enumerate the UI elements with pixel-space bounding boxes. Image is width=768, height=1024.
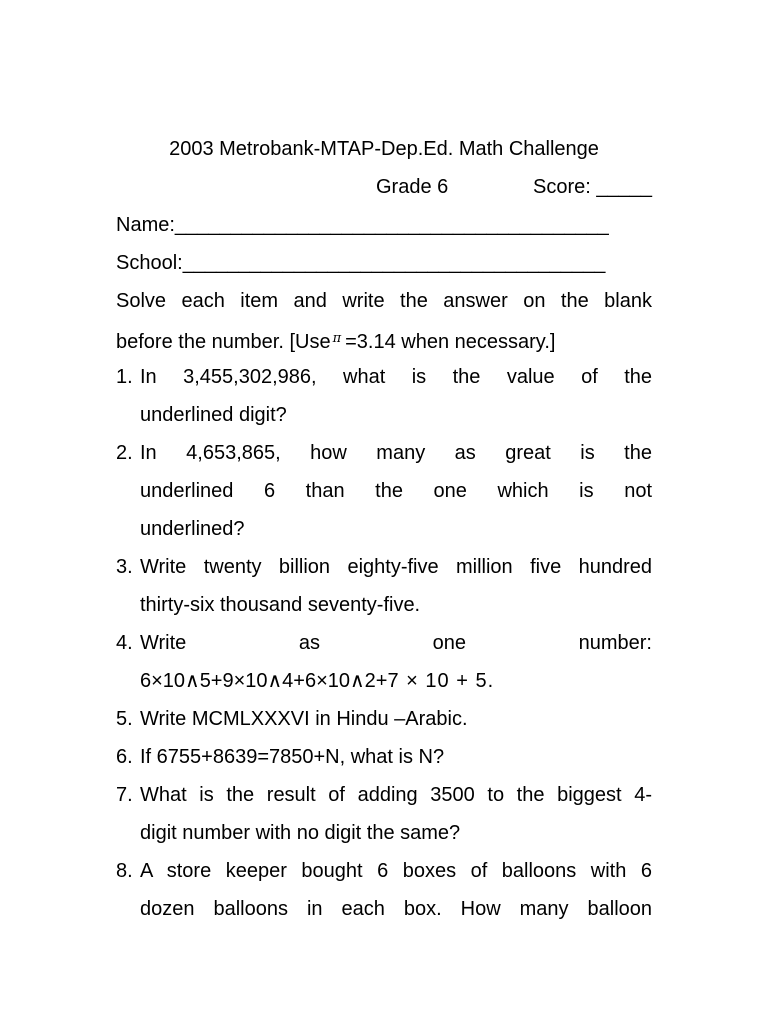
question-line [140, 624, 652, 662]
expression-period: . [487, 670, 494, 692]
score-field: Score: _____ [533, 176, 652, 198]
question-line: underlined? [140, 518, 245, 540]
grade-score-row [116, 168, 652, 206]
question-number: 6. [116, 746, 133, 768]
instructions-text-a: before the number. [Use [116, 331, 331, 353]
question-item-3 [116, 548, 652, 624]
expression-part: 6×10∧5+9×10∧4+6×10∧2+ [140, 670, 388, 692]
question-line [140, 662, 652, 700]
question-number: 8. [116, 860, 133, 882]
grade-label: Grade 6 [376, 176, 449, 198]
question-line: Write twenty billion eighty-five million five hundred [140, 556, 652, 578]
expression-part-light: 7 × 10 + 5 [387, 670, 488, 692]
question-number: 3. [116, 556, 133, 578]
question-item-1 [116, 358, 652, 434]
question-line: digit number with no digit the same? [140, 822, 461, 844]
pi-symbol: π [332, 331, 342, 346]
school-field: School:______________________________________ [116, 252, 606, 274]
question-item-2 [116, 434, 652, 548]
question-item-5 [116, 700, 652, 738]
question-line: Write MCMLXXXVI in Hindu –Arabic. [140, 708, 468, 730]
instructions-text-b: =3.14 when necessary.] [345, 331, 556, 353]
question-number: 4. [116, 632, 133, 654]
question-item-6 [116, 738, 652, 776]
question-item-4 [116, 624, 652, 700]
question-line: A store keeper bought 6 boxes of balloons with 6 [140, 860, 652, 882]
question-line: In 3,455,302,986, what is the value of the [140, 366, 652, 388]
question-item-8 [116, 852, 652, 928]
question-line-text: Write as one number: [140, 632, 652, 654]
question-number: 1. [116, 366, 133, 388]
instructions-line-1: Solve each item and write the answer on the blank [116, 290, 652, 312]
question-line: underlined 6 than the one which is not [140, 480, 652, 502]
instructions-line-2 [116, 320, 652, 358]
question-line: If 6755+8639=7850+N, what is N? [140, 746, 445, 768]
name-field: Name:_______________________________________ [116, 214, 609, 236]
worksheet-page [116, 130, 652, 928]
question-line: underlined digit? [140, 404, 287, 426]
question-line: In 4,653,865, how many as great is the [140, 442, 652, 464]
question-number: 5. [116, 708, 133, 730]
question-line: What is the result of adding 3500 to the biggest 4- [140, 784, 652, 806]
question-number: 7. [116, 784, 133, 806]
question-line: thirty-six thousand seventy-five. [140, 594, 421, 616]
page-title: 2003 Metrobank-MTAP-Dep.Ed. Math Challenge [169, 138, 599, 160]
question-line: dozen balloons in each box. How many balloon [140, 898, 652, 920]
question-item-7 [116, 776, 652, 852]
question-number: 2. [116, 442, 133, 464]
